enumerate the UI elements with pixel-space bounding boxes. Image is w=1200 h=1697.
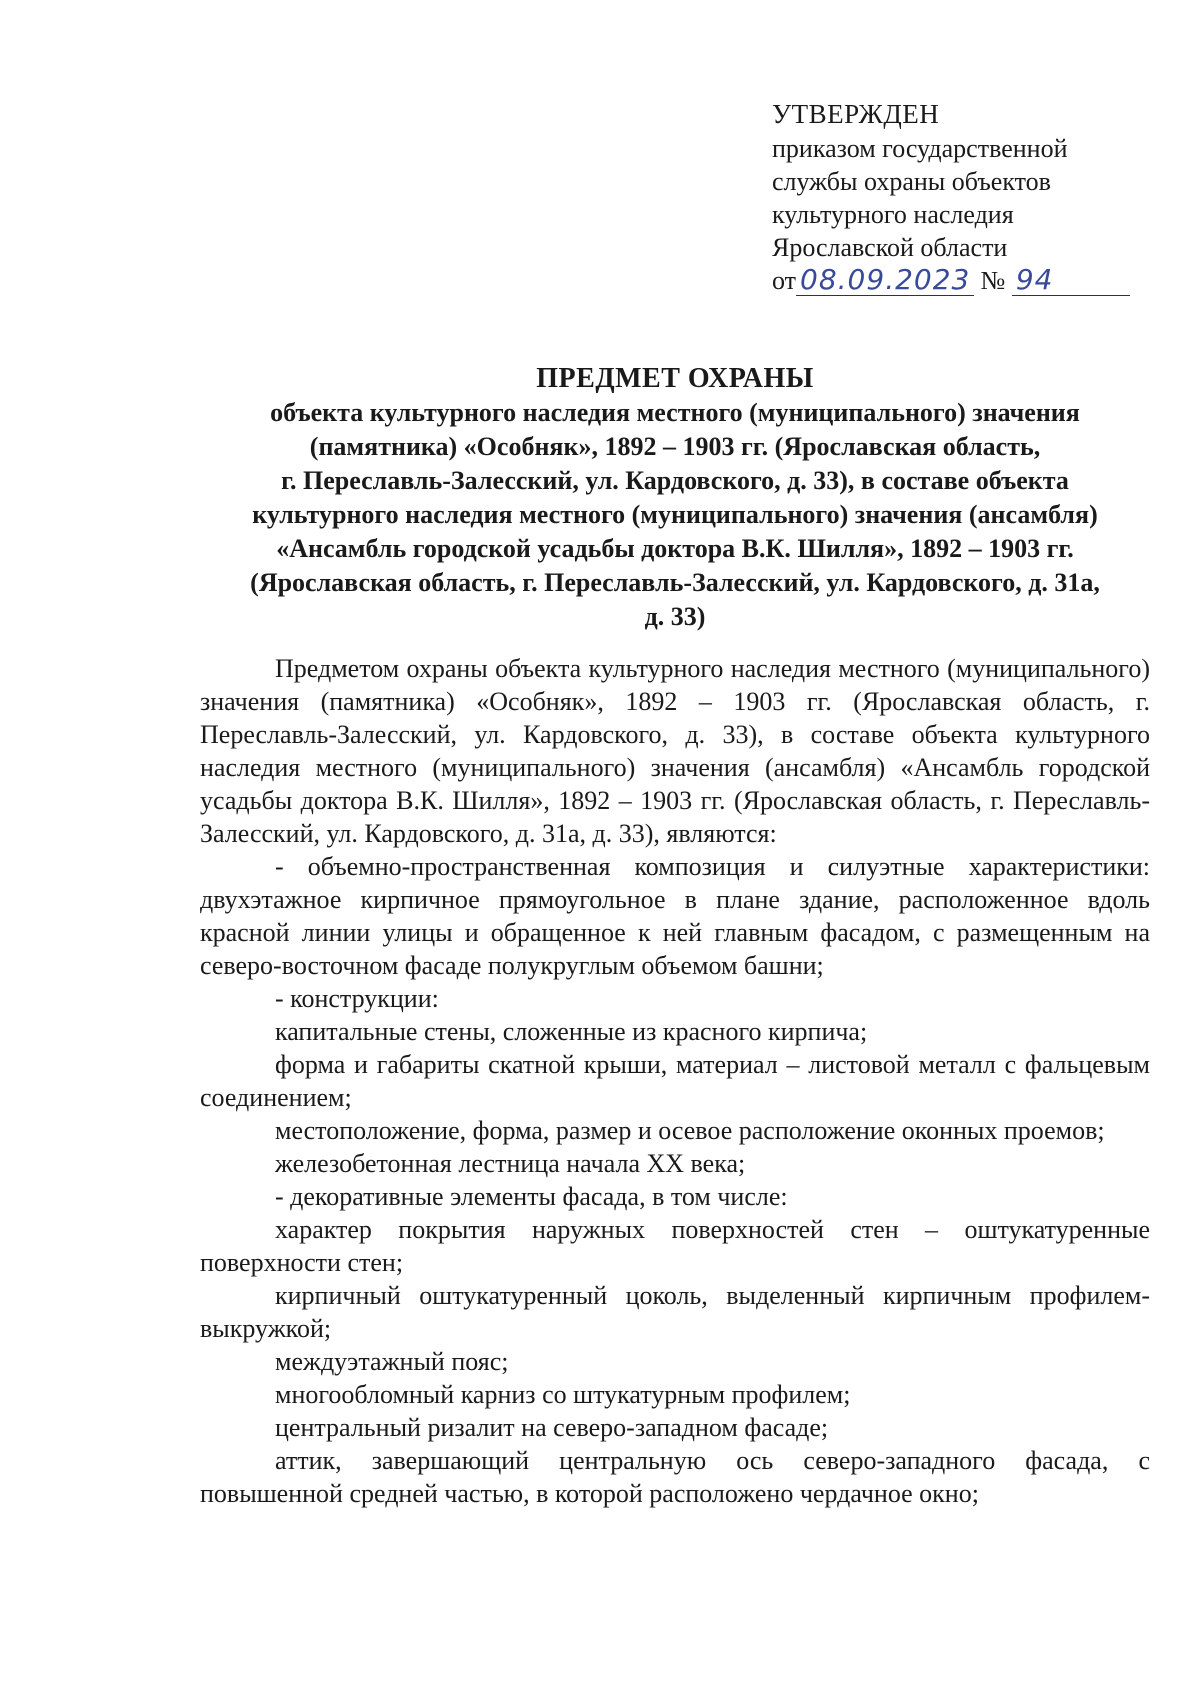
approval-line: приказом государственной xyxy=(772,134,1068,163)
approval-line: культурного наследия xyxy=(772,200,1014,229)
title-line: (памятника) «Особняк», 1892 – 1903 гг. (Ярославская область, xyxy=(309,432,1041,461)
document-title: ПРЕДМЕТ ОХРАНЫ xyxy=(536,363,814,394)
title-line: д. 33) xyxy=(644,602,706,631)
title-line: культурного наследия местного (муниципального) значения (ансамбля) xyxy=(252,500,1098,529)
list-item: междуэтажный пояс; xyxy=(275,1347,509,1376)
list-item: - декоративные элементы фасада, в том числе: xyxy=(275,1182,788,1211)
intro-paragraph: Предметом охраны объекта культурного наследия местного (муниципального) значения (памятника) «Особняк», 1892 – 1903 гг. (Ярославская область, г. Переславль-Залесский, ул. Кардовского, д. 33), в составе объекта культурного наследия местного (муниципального) значения (ансамбля) «Ансамбль городской усадьбы доктора В.К. Шилля», 1892 – 1903 гг. (Ярославская область, г. Переславль-Залесский, ул. Кардовского, д. 31а, д. 33), являются: xyxy=(200,654,1150,848)
number-label: № xyxy=(980,266,1006,295)
list-item: железобетонная лестница начала XX века; xyxy=(275,1149,746,1178)
list-item: центральный ризалит на северо-западном фасаде; xyxy=(275,1413,829,1442)
title-line: объекта культурного наследия местного (муниципального) значения xyxy=(270,398,1080,427)
list-item: многообломный карниз со штукатурным профилем; xyxy=(275,1380,851,1409)
list-item: форма и габариты скатной крыши, материал – листовой металл с фальцевым соединением; xyxy=(200,1050,1150,1112)
approval-line: Ярославской области xyxy=(772,233,1008,262)
approval-date-line xyxy=(772,264,1132,297)
list-item: кирпичный оштукатуренный цоколь, выделенный кирпичным профилем-выкружкой; xyxy=(200,1281,1150,1343)
title-line: (Ярославская область, г. Переславль-Залесский, ул. Кардовского, д. 31а, xyxy=(250,568,1100,597)
list-item: местоположение, форма, размер и осевое расположение оконных проемов; xyxy=(275,1116,1105,1145)
list-item: капитальные стены, сложенные из красного кирпича; xyxy=(275,1017,868,1046)
list-item: аттик, завершающий центральную ось северо-западного фасада, с повышенной средней частью, в которой расположено чердачное окно; xyxy=(200,1446,1150,1508)
document-title-block xyxy=(190,362,1160,634)
list-item: - объемно-пространственная композиция и силуэтные характеристики: двухэтажное кирпичное прямоугольное в плане здание, расположенное вдоль красной линии улицы и обращенное к ней главным фасадом, с размещенным на северо-восточном фасаде полукруглым объемом башни; xyxy=(200,852,1150,980)
from-label: от xyxy=(772,266,797,295)
title-line: г. Переславль-Залесский, ул. Кардовского, д. 33), в составе объекта xyxy=(281,466,1069,495)
handwritten-date: 08.09.2023 xyxy=(796,265,974,296)
title-line: «Ансамбль городской усадьбы доктора В.К. Шилля», 1892 – 1903 гг. xyxy=(276,534,1074,563)
approval-heading: УТВЕРЖДЕН xyxy=(772,99,940,129)
handwritten-number: 94 xyxy=(1012,265,1130,296)
approval-line: службы охраны объектов xyxy=(772,167,1051,196)
list-item: - конструкции: xyxy=(275,984,439,1013)
list-item: характер покрытия наружных поверхностей стен – оштукатуренные поверхности стен; xyxy=(200,1215,1150,1277)
approval-block xyxy=(772,98,1132,297)
document-body xyxy=(200,652,1150,1510)
